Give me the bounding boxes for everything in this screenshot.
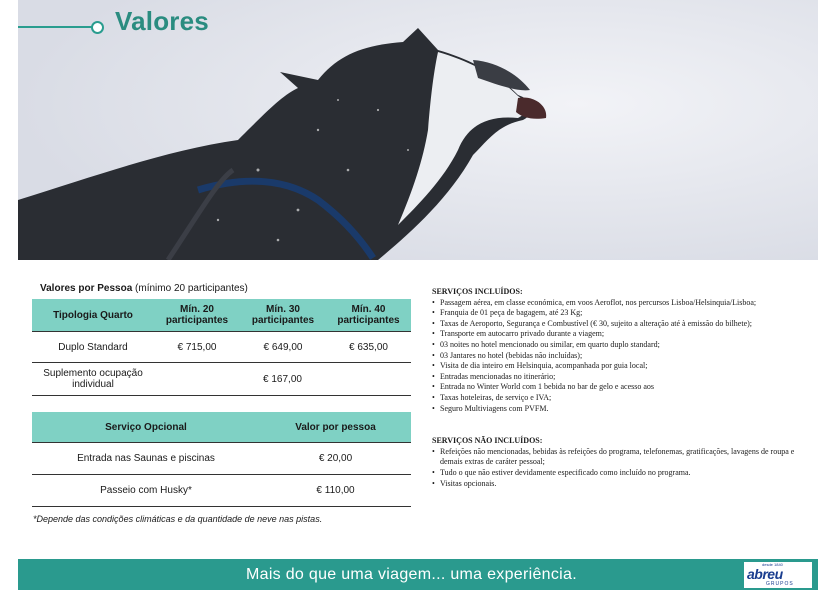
title-accent-dot <box>91 21 104 34</box>
list-item: • Tudo o que não estiver devidamente especificado como incluído no programa. <box>440 468 802 479</box>
price-min30: € 649,00 <box>240 332 326 363</box>
abreu-logo <box>744 562 812 588</box>
list-item: • Visitas opcionais. <box>440 479 802 490</box>
list-item: • Entrada no Winter World com 1 bebida no bar de gelo e acesso aos <box>440 382 802 393</box>
optional-service-name: Entrada nas Saunas e piscinas <box>32 443 260 475</box>
logo-since-text: desde 1840 <box>762 562 783 567</box>
husky-illustration <box>18 0 818 260</box>
table-row <box>32 363 411 396</box>
list-item: • 03 Jantares no hotel (bebidas não incluídas); <box>440 351 802 362</box>
list-item: • 03 noites no hotel mencionado ou similar, em quarto duplo standard; <box>440 340 802 351</box>
title-accent-line <box>18 26 92 28</box>
price-min40: € 635,00 <box>326 332 411 363</box>
price-min20: € 715,00 <box>154 332 240 363</box>
header-min30: Mín. 30 participantes <box>240 299 326 332</box>
room-type-cell: Duplo Standard <box>32 332 154 363</box>
header-price-per-person: Valor por pessoa <box>260 412 411 443</box>
not-included-title: SERVIÇOS NÃO INCLUÍDOS: <box>432 436 543 446</box>
header-optional-service: Serviço Opcional <box>32 412 260 443</box>
table-row <box>32 332 411 363</box>
price-table-caption <box>40 283 248 294</box>
header-min20: Mín. 20 participantes <box>154 299 240 332</box>
list-item: • Taxas hoteleiras, de serviço e IVA; <box>440 393 802 404</box>
logo-wordmark: abreu <box>747 566 783 582</box>
table-row <box>32 475 411 507</box>
optional-service-name: Passeio com Husky* <box>32 475 260 507</box>
header-room-type: Tipologia Quarto <box>32 299 154 332</box>
price-caption-bold: Valores por Pessoa <box>40 283 133 294</box>
list-item: • Transporte em autocarro privado durante a viagem; <box>440 329 802 340</box>
footer-slogan: Mais do que uma viagem... uma experiência. <box>246 566 577 583</box>
footer-banner <box>18 559 818 590</box>
list-item: • Passagem aérea, em classe económica, em voos Aeroflot, nos percursos Lisboa/Helsinquia/Lisboa; <box>440 298 802 309</box>
price-table <box>32 299 411 396</box>
list-item: • Visita de dia inteiro em Helsinquia, acompanhada por guia local; <box>440 361 802 372</box>
list-item: • Taxas de Aeroporto, Segurança e Combustível (€ 30, sujeito a alteração até à emissão do bilhete); <box>440 319 802 330</box>
optional-service-price: € 20,00 <box>260 443 411 475</box>
services-section <box>432 287 802 489</box>
page-title: Valores <box>115 6 209 36</box>
header-min40: Mín. 40 participantes <box>326 299 411 332</box>
included-list <box>432 298 802 415</box>
optional-services-table <box>32 412 411 507</box>
included-title: SERVIÇOS INCLUÍDOS: <box>432 287 523 296</box>
optional-service-price: € 110,00 <box>260 475 411 507</box>
list-item: • Seguro Multiviagens com PVFM. <box>440 404 802 415</box>
list-item: • Entradas mencionadas no itinerário; <box>440 372 802 383</box>
hero-photo-husky <box>18 0 818 260</box>
not-included-list <box>432 447 802 489</box>
room-type-cell: Suplemento ocupação individual <box>32 363 154 396</box>
single-supplement-price: € 167,00 <box>154 363 411 396</box>
list-item: • Refeições não mencionadas, bebidas às refeições do programa, telefonemas, gratificações, lavagens de roupa e demais extras de caráter pessoal; <box>440 447 802 468</box>
logo-subtitle: GRUPOS <box>766 581 794 587</box>
table-row <box>32 443 411 475</box>
price-caption-rest: (mínimo 20 participantes) <box>132 283 248 294</box>
list-item: • Franquia de 01 peça de bagagem, até 23 Kg; <box>440 308 802 319</box>
footnote: *Depende das condições climáticas e da quantidade de neve nas pistas. <box>33 514 323 524</box>
